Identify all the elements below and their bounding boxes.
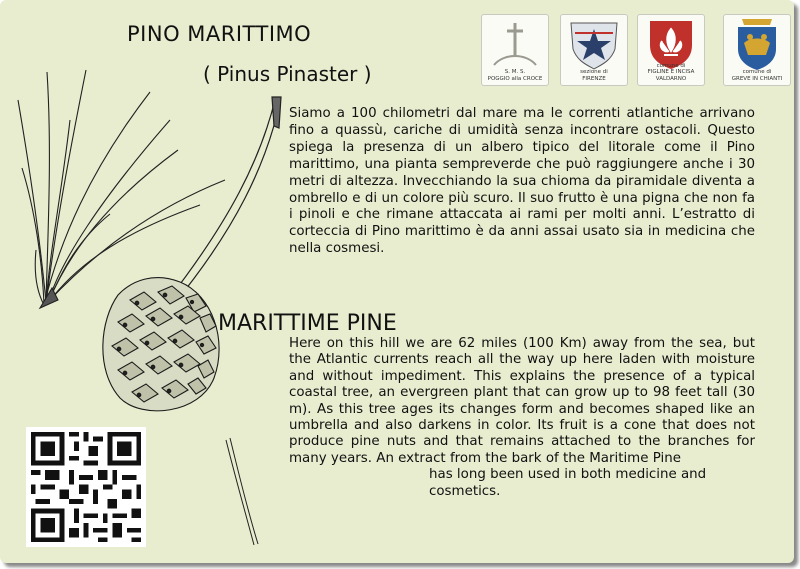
logo-greve-chianti — [723, 14, 791, 86]
logo-cai-firenze — [560, 14, 628, 86]
scientific-name: ( Pinus Pinaster ) — [203, 62, 372, 86]
text-english — [289, 336, 755, 500]
loose-needle-icon — [226, 438, 258, 545]
logo-caption: comune di GREVE IN CHIANTI — [731, 69, 783, 82]
pine-needles-cluster-icon — [18, 70, 225, 308]
text-english-main: Here on this hill we are 62 miles (100 Km) away from the sea, but the Atlantic currents reach all the way up here laden with moisture and without impediment. This explains the presence of a typical coastal tree, an evergreen plant that can grow up to 98 feet tall (30 m). As this tree ages its changes form and becomes shaped like an umbrella and also darkens in color. Its fruit is a cone that does not produce pine nuts and that remains attached to the branches for many years. An extract from the bark of the Maritime Pine — [289, 336, 755, 466]
title-italian: PINO MARITTIMO — [127, 22, 312, 46]
logo-caption: sezione di FIRENZE — [580, 69, 608, 82]
text-english-tail: has long been used in both medicine and cosmetics. — [429, 467, 707, 499]
logo-figline-incisa — [637, 14, 705, 86]
pine-cone-icon — [103, 278, 219, 411]
qr-code-icon[interactable] — [26, 427, 146, 547]
single-needle-pair-icon — [168, 97, 281, 304]
logo-sms-poggio — [481, 14, 549, 86]
text-italian: Siamo a 100 chilometri dal mare ma le correnti atlantiche arrivano fino a quassù, cariche di umidità senza incontrare ostacoli. Questo spiega la presenza di un albero tipico del litorale come il Pino marittimo, una pianta sempreverde che può raggiungere anche i 30 metri di altezza. Invecchiando la sua chioma da piramidale diventa a ombrello e di un colore più scuro. Il suo frutto è una pigna che non fa i pinoli e che rimane attaccata ai rami per molti anni. L’estratto di corteccia di Pino marittimo è da anni assai usato sia in medicina che nella cosmesi. — [289, 106, 755, 257]
logo-caption: comune di FIGLINE E INCISA VALDARNO — [647, 62, 695, 82]
logo-caption: S. M. S. POGGIO alla CROCE — [487, 69, 543, 82]
title-english: MARITTIME PINE — [218, 311, 397, 336]
